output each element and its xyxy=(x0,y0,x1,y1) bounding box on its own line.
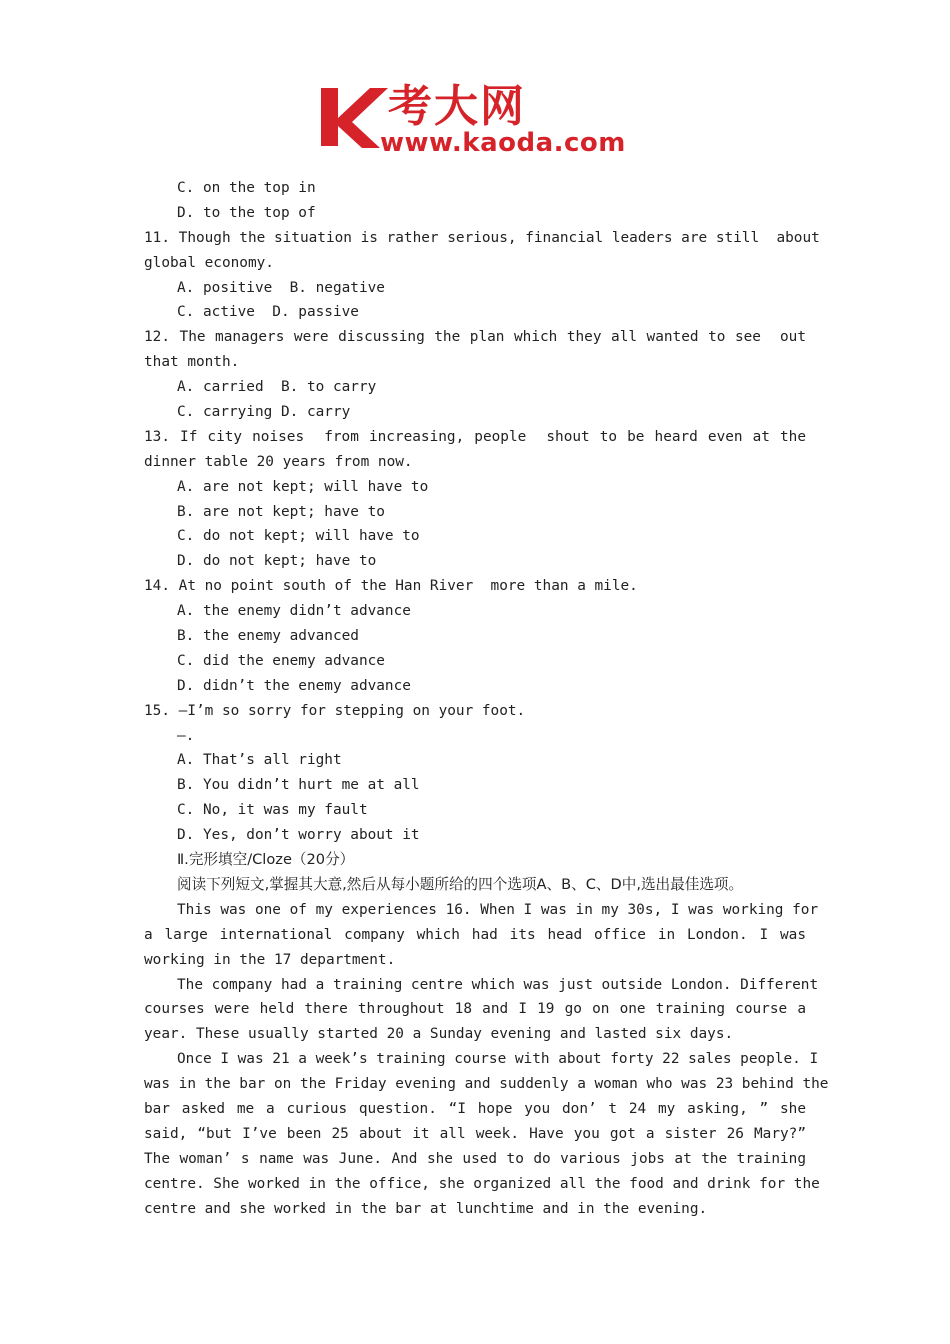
option-line: C. No, it was my fault xyxy=(177,802,368,819)
option-line: B. You didn’t hurt me at all xyxy=(177,777,420,794)
option-line: C. active D. passive xyxy=(177,304,359,321)
option-line: C. carrying D. carry xyxy=(177,404,351,421)
section-heading-cloze: Ⅱ.完形填空/Cloze（20分） xyxy=(177,851,355,869)
question-15: 15. —I’m so sorry for stepping on your foot. xyxy=(144,702,526,719)
option-line: B. are not kept; have to xyxy=(177,503,385,520)
passage-line: This was one of my experiences 16. When I was in my 30s, I was working for xyxy=(177,901,819,918)
document-body xyxy=(144,176,829,1221)
passage-line: centre and she worked in the bar at lunchtime and in the evening. xyxy=(144,1200,708,1217)
passage-line: centre. She worked in the office, she organized all the food and drink for the xyxy=(144,1175,820,1192)
logo-url-text: www.kaoda.com xyxy=(380,128,626,158)
logo-chinese-text: 考大网 xyxy=(388,81,526,132)
question-line: global economy. xyxy=(144,254,274,271)
passage-line: courses were held there throughout 18 and I 19 go on one training course a xyxy=(144,1001,806,1018)
option-line: D. to the top of xyxy=(177,204,316,221)
option-line: A. are not kept; will have to xyxy=(177,478,429,495)
option-line: A. positive B. negative xyxy=(177,279,385,296)
question-13: 13. If city noises from increasing, people shout to be heard even at the xyxy=(144,428,806,445)
option-line: D. Yes, don’t worry about it xyxy=(177,827,420,844)
option-line: A. carried B. to carry xyxy=(177,379,377,396)
option-line: D. didn’t the enemy advance xyxy=(177,677,411,694)
instructions: 阅读下列短文,掌握其大意,然后从每小题所给的四个选项A、B、C、D中,选出最佳选项。 xyxy=(177,875,744,893)
question-line: that month. xyxy=(144,354,240,371)
answer-blank-line: —. xyxy=(177,727,195,744)
passage-line: The company had a training centre which was just outside London. Different xyxy=(177,976,819,993)
option-line: C. did the enemy advance xyxy=(177,652,385,669)
passage-line: working in the 17 department. xyxy=(144,951,396,968)
site-logo[interactable] xyxy=(318,82,648,162)
passage-line: Once I was 21 a week’s training course with about forty 22 sales people. I xyxy=(177,1051,819,1068)
question-11: 11. Though the situation is rather serious, financial leaders are still about xyxy=(144,229,820,246)
option-line: A. the enemy didn’t advance xyxy=(177,603,411,620)
question-line: dinner table 20 years from now. xyxy=(144,453,413,470)
option-line: C. do not kept; will have to xyxy=(177,528,420,545)
passage-line: was in the bar on the Friday evening and suddenly a woman who was 23 behind the xyxy=(144,1076,829,1093)
passage-line: year. These usually started 20 a Sunday evening and lasted six days. xyxy=(144,1026,734,1043)
passage-line: bar asked me a curious question. “I hope you don’ t 24 my asking, ” she xyxy=(144,1100,806,1117)
question-12: 12. The managers were discussing the plan which they all wanted to see out xyxy=(144,329,806,346)
passage-line: The woman’ s name was June. And she used to do various jobs at the training xyxy=(144,1150,806,1167)
passage-line: a large international company which had its head office in London. I was xyxy=(144,926,806,943)
question-14: 14. At no point south of the Han River more than a mile. xyxy=(144,578,638,595)
passage-line: said, “but I’ve been 25 about it all week. Have you got a sister 26 Mary?” xyxy=(144,1125,806,1142)
option-line: A. That’s all right xyxy=(177,752,342,769)
option-line: D. do not kept; have to xyxy=(177,553,377,570)
option-line: B. the enemy advanced xyxy=(177,628,359,645)
option-line: C. on the top in xyxy=(177,180,316,196)
